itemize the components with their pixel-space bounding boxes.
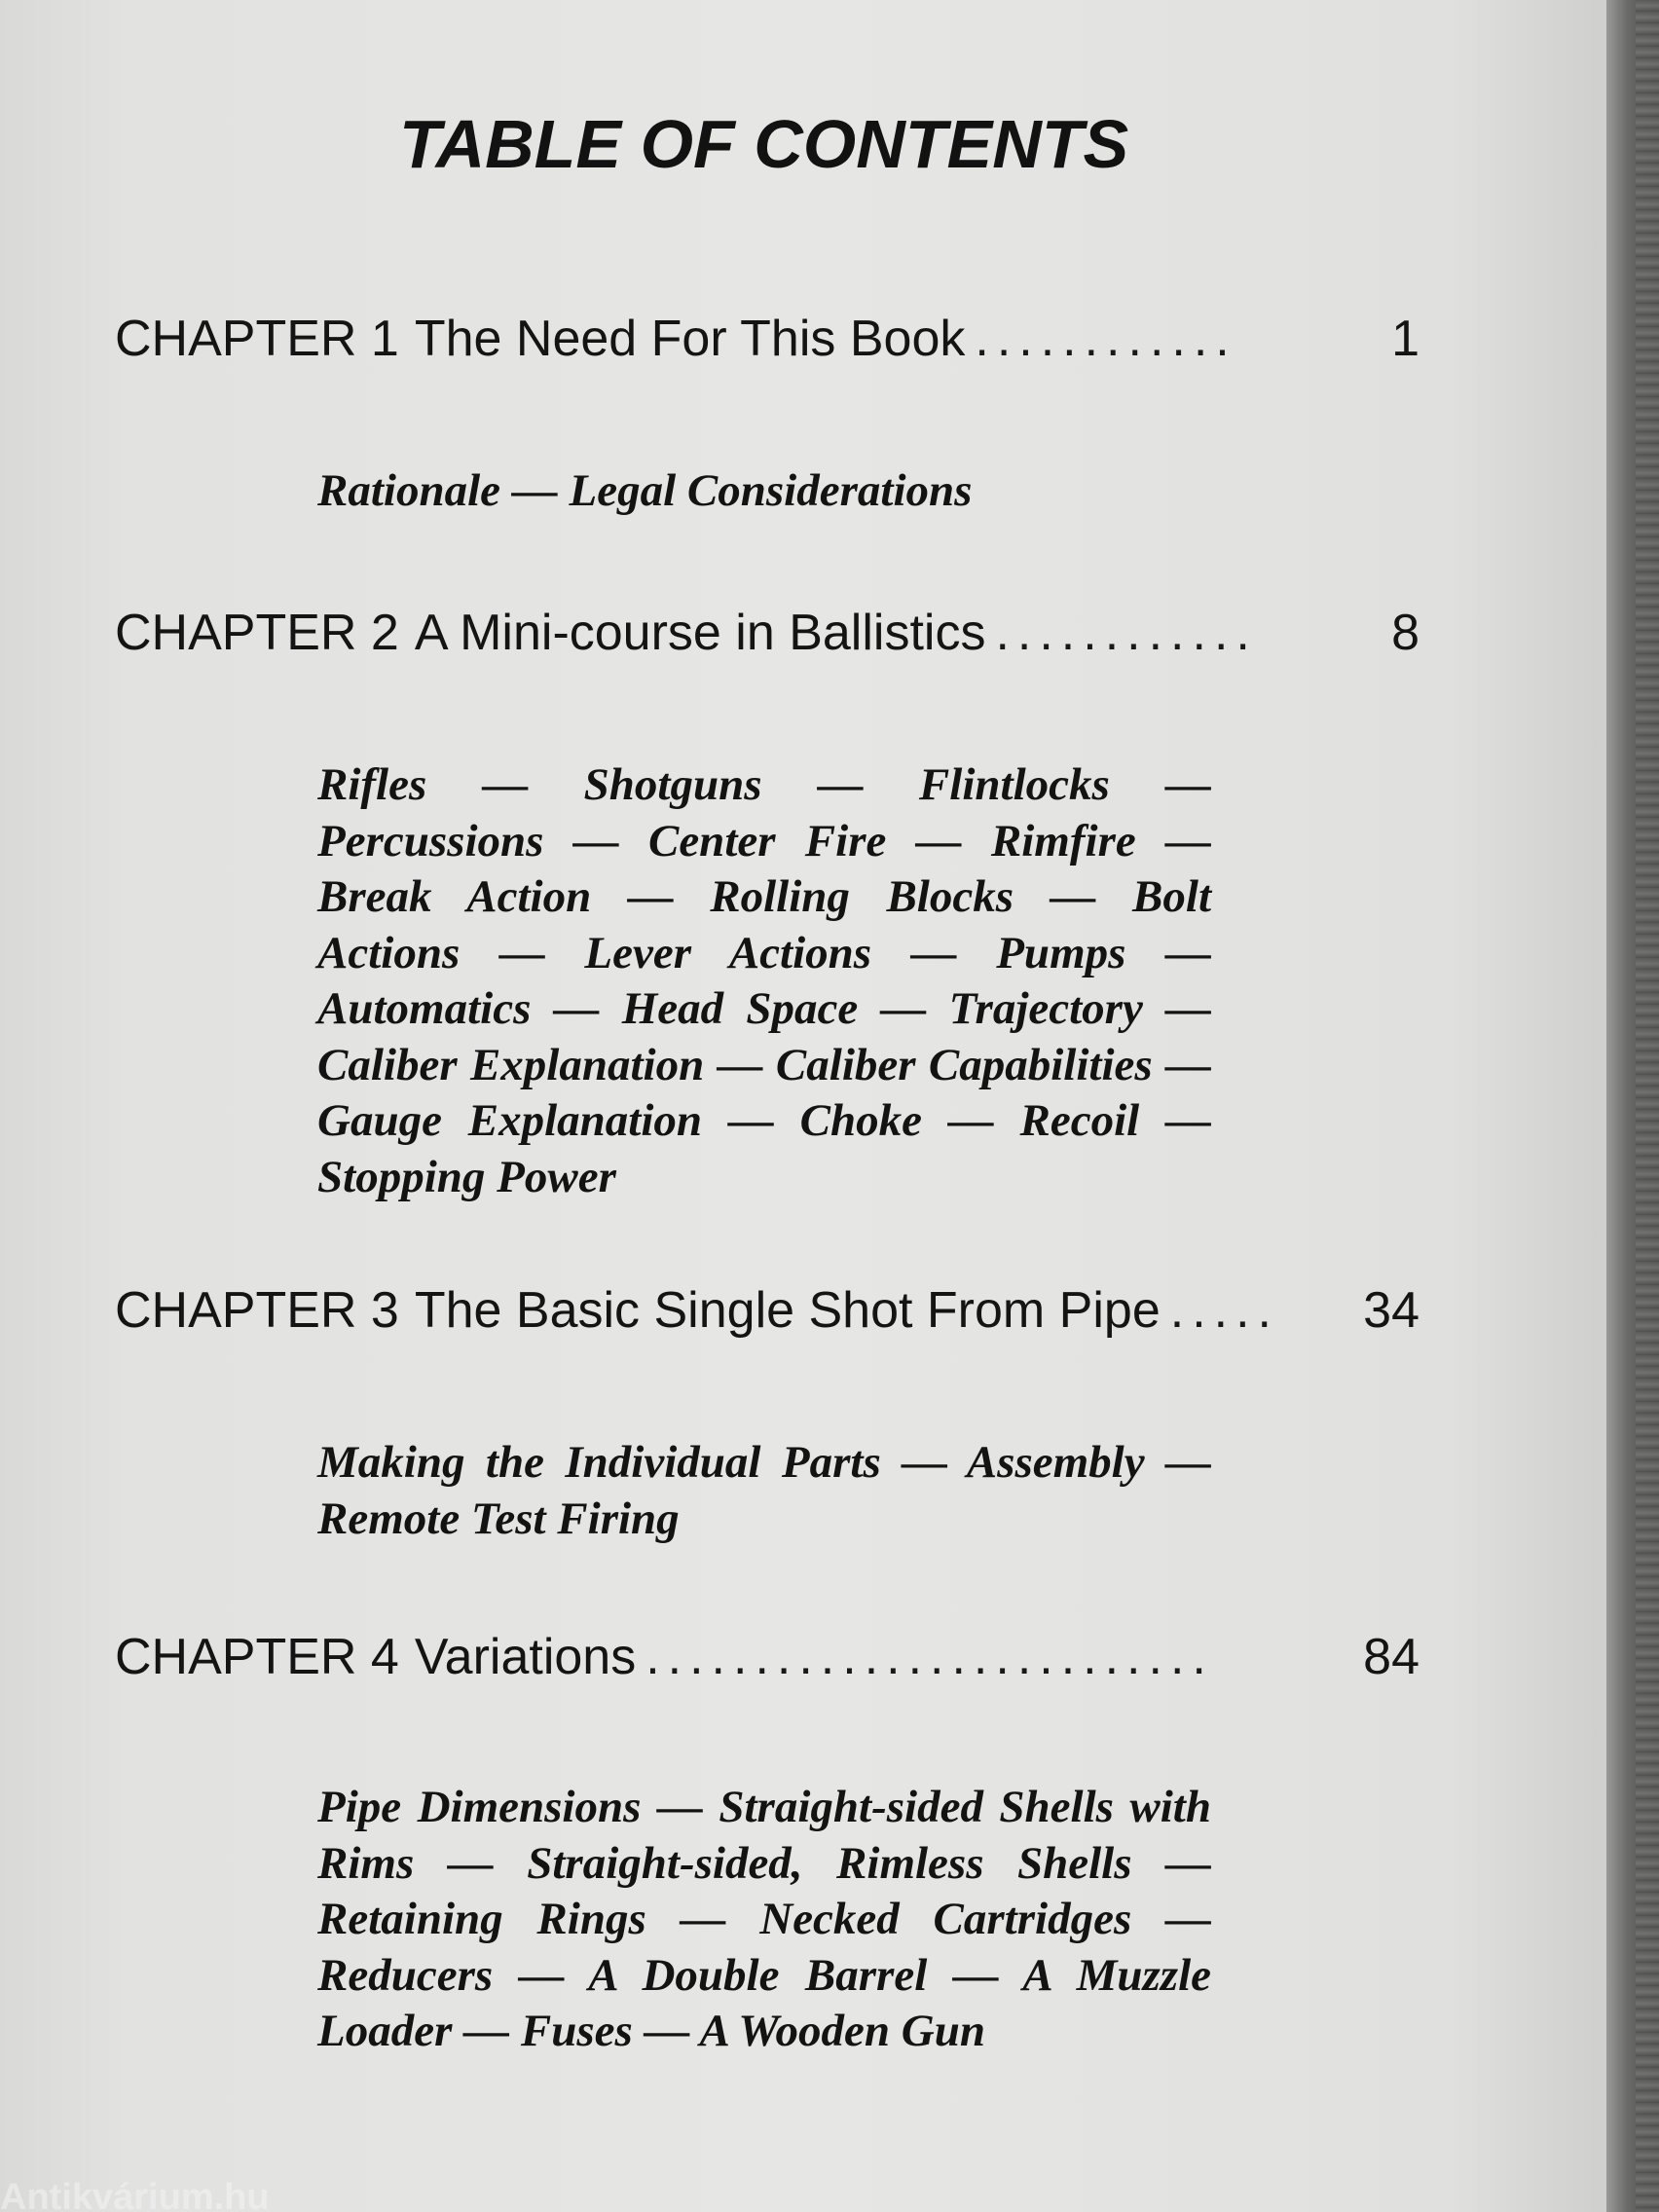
chapter-title: The Need For This Book [414, 311, 966, 367]
chapter-4-topics: Pipe Dimensions — Straight-sided Shells with Rims — Straight-sided, Rimless Shells — Retaining Rings — Necked Cartridges — Reducers — A Double Barrel — A Muzzle Loader — Fuses — A Wooden Gun [317, 1782, 1211, 2056]
chapter-1-entry [115, 310, 1419, 387]
chapter-label: CHAPTER 1 [115, 311, 399, 367]
chapter-title: The Basic Single Shot From Pipe [414, 1282, 1161, 1339]
chapter-3-entry [115, 1281, 1419, 1359]
chapter-page-number: 1 [1391, 311, 1419, 367]
chapter-title: A Mini-course in Ballistics [414, 605, 986, 661]
chapter-label: CHAPTER 2 [115, 605, 399, 661]
chapter-label: CHAPTER 4 [115, 1629, 399, 1685]
chapter-title: Variations [414, 1629, 637, 1685]
chapter-2-topics: Rifles — Shotguns — Flintlocks — Percussions — Center Fire — Rimfire — Break Action — Rolling Blocks — Bolt Actions — Lever Actions — Pumps — Automatics — Head Space — Trajectory — Caliber Explanation — Caliber Capabilities — Gauge Explanation — Choke — Recoil — Stopping Power [317, 759, 1211, 1202]
chapter-page-number: 34 [1363, 1282, 1419, 1339]
chapter-page-number: 84 [1363, 1629, 1419, 1685]
dot-leader: ............ [975, 311, 1237, 367]
chapter-2-entry [115, 604, 1419, 682]
chapter-1-topics: Rationale — Legal Considerations [317, 465, 973, 516]
dot-leader: .......................... [645, 1629, 1214, 1685]
page-title: TABLE OF CONTENTS [399, 106, 1129, 182]
chapter-4-entry [115, 1628, 1419, 1706]
dot-leader: ............ [995, 605, 1258, 661]
chapter-3-topics: Making the Individual Parts — Assembly — Remote Test Firing [317, 1437, 1211, 1544]
page-stack-edge [1636, 0, 1659, 2212]
chapter-label: CHAPTER 3 [115, 1282, 399, 1339]
chapter-page-number: 8 [1391, 605, 1419, 661]
watermark: Antikvárium.hu [0, 2177, 270, 2212]
dot-leader: ..... [1169, 1282, 1280, 1339]
